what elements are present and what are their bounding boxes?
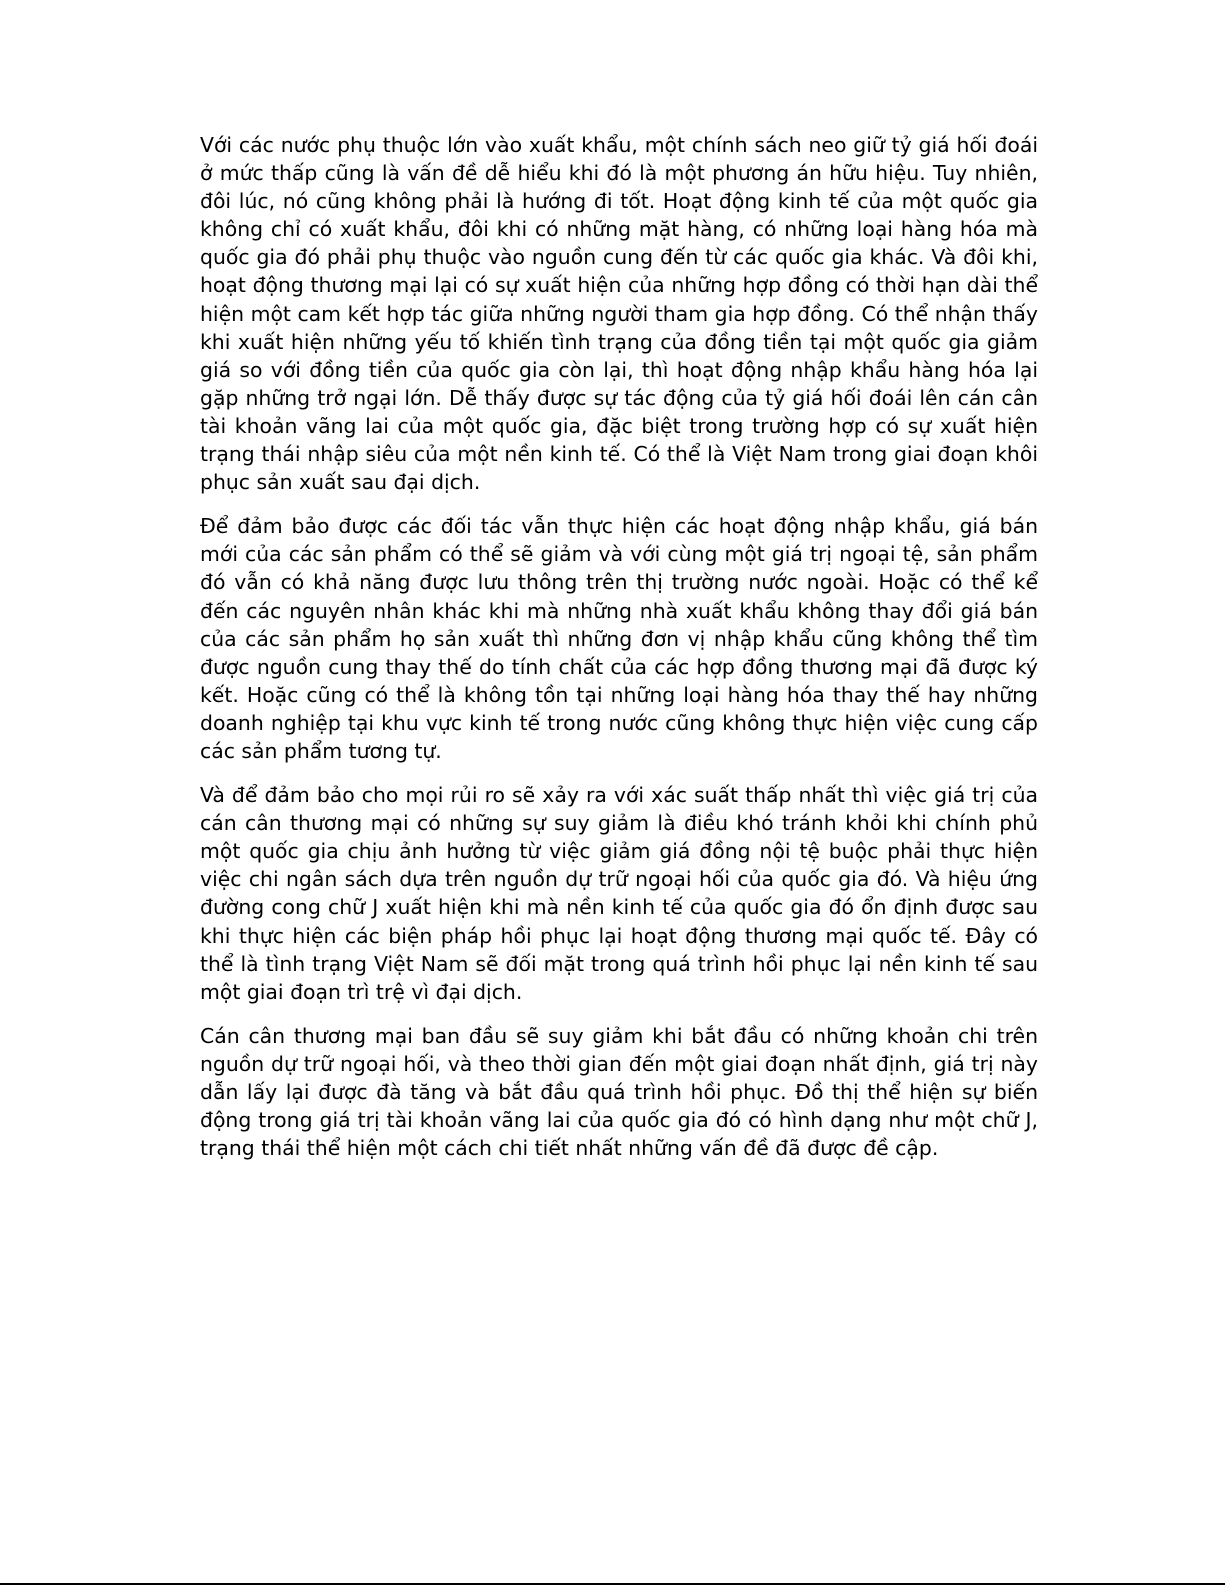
paragraph-1: Với các nước phụ thuộc lớn vào xuất khẩu, một chính sách neo giữ tỷ giá hối đoái ở mức thấp cũng là vấn đề dễ hiểu khi đó là một phương án hữu hiệu. Tuy nhiên, đôi lúc, nó cũng không phải là hướng đi tốt. Hoạt động kinh tế của một quốc gia không chỉ có xuất khẩu, đôi khi có những mặt hàng, có những loại hàng hóa mà quốc gia đó phải phụ thuộc vào nguồn cung đến từ các quốc gia khác. Và đôi khi, hoạt động thương mại lại có sự xuất hiện của những hợp đồng có thời hạn dài thể hiện một cam kết hợp tác giữa những người tham gia hợp đồng. Có thể nhận thấy khi xuất hiện những yếu tố khiến tình trạng của đồng tiền tại một quốc gia giảm giá so với đồng tiền của quốc gia còn lại, thì hoạt động nhập khẩu hàng hóa lại gặp những trở ngại lớn. Dễ thấy được sự tác động của tỷ giá hối đoái lên cán cân tài khoản vãng lai của một quốc gia, đặc biệt trong trường hợp có sự xuất hiện trạng thái nhập siêu của một nền kinh tế. Có thể là Việt Nam trong giai đoạn khôi phục sản xuất sau đại dịch.	[200, 133, 1038, 495]
paragraph-3: Và để đảm bảo cho mọi rủi ro sẽ xảy ra với xác suất thấp nhất thì việc giá trị của cán cân thương mại có những sự suy giảm là điều khó tránh khỏi khi chính phủ một quốc gia chịu ảnh hưởng từ việc giảm giá đồng nội tệ buộc phải thực hiện việc chi ngân sách dựa trên nguồn dự trữ ngoại hối của quốc gia đó. Và hiệu ứng đường cong chữ J xuất hiện khi mà nền kinh tế của quốc gia đó ổn định được sau khi thực hiện các biện pháp hồi phục lại hoạt động thương mại quốc tế. Đây có thể là tình trạng Việt Nam sẽ đối mặt trong quá trình hồi phục lại nền kinh tế sau một giai đoạn trì trệ vì đại dịch.	[200, 783, 1038, 1004]
paragraph-4: Cán cân thương mại ban đầu sẽ suy giảm khi bắt đầu có những khoản chi trên nguồn dự trữ ngoại hối, và theo thời gian đến một giai đoạn nhất định, giá trị này dẫn lấy lại được đà tăng và bắt đầu quá trình hồi phục. Đồ thị thể hiện sự biến động trong giá trị tài khoản vãng lai của quốc gia đó có hình dạng như một chữ J, trạng thái thể hiện một cách chi tiết nhất những vấn đề đã được đề cập.	[200, 1023, 1038, 1161]
document-body	[200, 131, 1038, 1178]
paragraph-2: Để đảm bảo được các đối tác vẫn thực hiện các hoạt động nhập khẩu, giá bán mới của các sản phẩm có thể sẽ giảm và với cùng một giá trị ngoại tệ, sản phẩm đó vẫn có khả năng được lưu thông trên thị trường nước ngoài. Hoặc có thể kể đến các nguyên nhân khác khi mà những nhà xuất khẩu không thay đổi giá bán của các sản phẩm họ sản xuất thì những đơn vị nhập khẩu cũng không thể tìm được nguồn cung thay thế do tính chất của các hợp đồng thương mại đã được ký kết. Hoặc cũng có thể là không tồn tại những loại hàng hóa thay thế hay những doanh nghiệp tại khu vực kinh tế trong nước cũng không thực hiện việc cung cấp các sản phẩm tương tự.	[200, 514, 1038, 763]
